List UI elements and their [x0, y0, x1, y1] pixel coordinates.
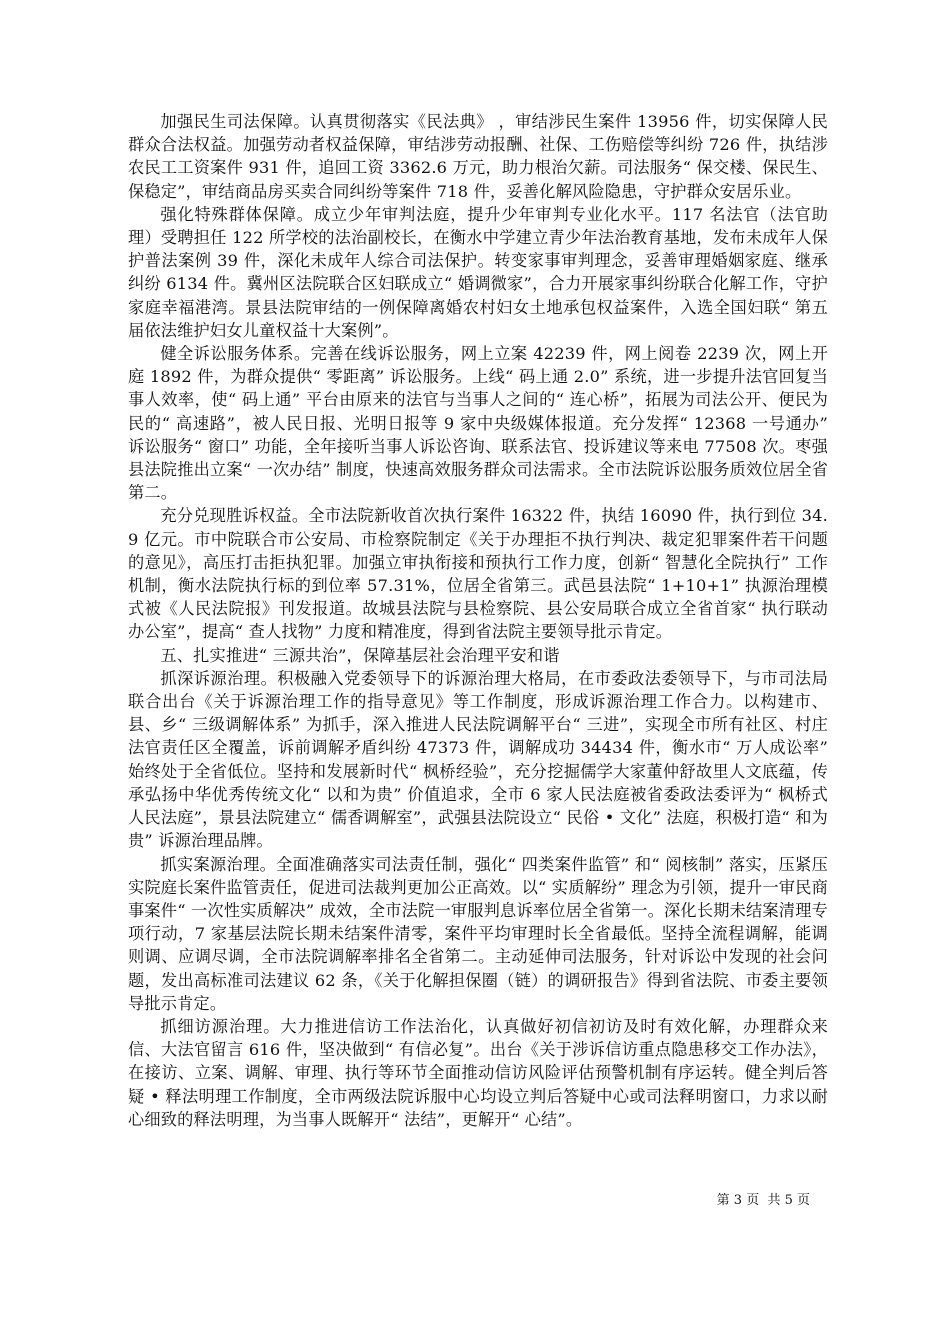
paragraph-special-groups: 强化特殊群体保障。成立少年审判法庭，提升少年审判专业化水平。117 名法官（法官助理）受聘担任 122 所学校的法治副校长，在衡水中学建立青少年法治教育基地，发布未成年人保护普法案例 39 件，深化未成年人综合司法保护。转变家事审判理念，妥善审理婚姻家庭、继承纠纷 6134 件。冀州区法院联合区妇联成立“ 婚调微家”，合力开展家事纠纷联合化解工作，守护家庭幸福港湾。景县法院审结的一例保障离婚农村妇女土地承包权益案件，入选全国妇联“ 第五届依法维护妇女儿童权益十大案例”。 [128, 204, 828, 340]
paragraph-petition-source: 抓细访源治理。大力推进信访工作法治化，认真做好初信初访及时有效化解，办理群众来信、大法官留言 616 件，坚决做到“ 有信必复”。出台《关于涉诉信访重点隐患移交工作办法》，在接访、立案、调解、审理、执行等环节全面推动信访风险评估预警机制有序运转。健全判后答疑 • 释法明理工作制度，全市两级法院诉服中心均设立判后答疑中心或司法释明窗口，力求以耐心细致的释法明理，为当事人既解开“ 法结”，更解开“ 心结”。 [128, 1016, 828, 1129]
paragraph-case-source: 抓实案源治理。全面准确落实司法责任制，强化“ 四类案件监管” 和“ 阅核制” 落实，压紧压实院庭长案件监管责任，促进司法裁判更加公正高效。以“ 实质解纷” 理念为引领，提升一审民商事案件“ 一次性实质解决” 成效，全市法院一审服判息诉率位居全省第一。深化长期未结案清理专项行动，7 家基层法院长期未结案件清零，案件平均审理时长全省最低。坚持全流程调解，能调则调、应调尽调，全市法院调解率排名全省第二。主动延伸司法服务，针对诉讼中发现的社会问题，发出高标准司法建议 62 条，《关于化解担保圈（链）的调研报告》得到省法院、市委主要领导批示肯定。 [128, 854, 828, 1013]
page-footer [717, 1192, 810, 1210]
section-heading-five: 五、扎实推进“ 三源共治”，保障基层社会治理平安和谐 [160, 645, 560, 665]
page-number-label: 第 3 页 共 5 页 [716, 1193, 810, 1208]
paragraph-livelihood: 加强民生司法保障。认真贯彻落实《民法典》 ，审结涉民生案件 13956 件，切实保障人民群众合法权益。加强劳动者权益保障，审结涉劳动报酬、社保、工伤赔偿等纠纷 726 件，执结涉农民工工资案件 931 件，追回工资 3362.6 万元，助力根治欠薪。司法服务“ 保交楼、保民生、保稳定”，审结商品房买卖合同纠纷等案件 718 件，妥善化解风险隐患，守护群众安居乐业。 [128, 112, 828, 201]
paragraph-litigation-service: 健全诉讼服务体系。完善在线诉讼服务，网上立案 42239 件，网上阅卷 2239 次，网上开庭 1892 件，为群众提供“ 零距离” 诉讼服务。上线“ 码上通 2.0” 系统，进一步提升法官回复当事人效率，使“ 码上通” 平台由原来的法官与当事人之间的“ 连心桥”，拓展为司法公开、便民为民的“ 高速路”，被人民日报、光明日报等 9 家中央级媒体报道。充分发挥“ 12368 一号通办” 诉讼服务“ 窗口” 功能，全年接听当事人诉讼咨询、联系法官、投诉建议等来电 77508 次。枣强县法院推出立案“ 一次办结” 制度，快速高效服务群众司法需求。全市法院诉讼服务质效位居全省第二。 [128, 344, 828, 503]
paragraph-litigation-source: 抓深诉源治理。积极融入党委领导下的诉源治理大格局，在市委政法委领导下，与市司法局联合出台《关于诉源治理工作的指导意见》等工作制度，形成诉源治理工作合力。以构建市、县、乡“ 三级调解体系” 为抓手，深入推进人民法院调解平台“ 三进”，实现全市所有社区、村庄法官责任区全覆盖，诉前调解矛盾纠纷 47373 件，调解成功 34434 件，衡水市“ 万人成讼率” 始终处于全省低位。坚持和发展新时代“ 枫桥经验”，充分挖掘儒学大家董仲舒故里人文底蕴，传承弘扬中华优秀传统文化“ 以和为贵” 价值追求，全市 6 家人民法庭被省委政法委评为“ 枫桥式人民法庭”，景县法院建立“ 儒香调解室”，武强县法院设立“ 民俗 • 文化” 法庭，积极打造“ 和为贵” 诉源治理品牌。 [128, 668, 828, 851]
document-body [128, 110, 828, 1131]
paragraph-execution: 充分兑现胜诉权益。全市法院新收首次执行案件 16322 件，执结 16090 件，执行到位 34.9 亿元。市中院联合市公安局、市检察院制定《关于办理拒不执行判决、裁定犯罪案件若干问题的意见》，高压打击拒执犯罪。加强立审执衔接和预执行工作力度，创新“ 智慧化全院执行” 工作机制，衡水法院执行标的到位率 57.31%，位居全省第三。武邑县法院“ 1+10+1” 执源治理模式被《人民法院报》刊发报道。故城县法院与县检察院、县公安局联合成立全省首家“ 执行联动办公室”，提高“ 查人找物” 力度和精准度，得到省法院主要领导批示肯定。 [128, 506, 828, 642]
